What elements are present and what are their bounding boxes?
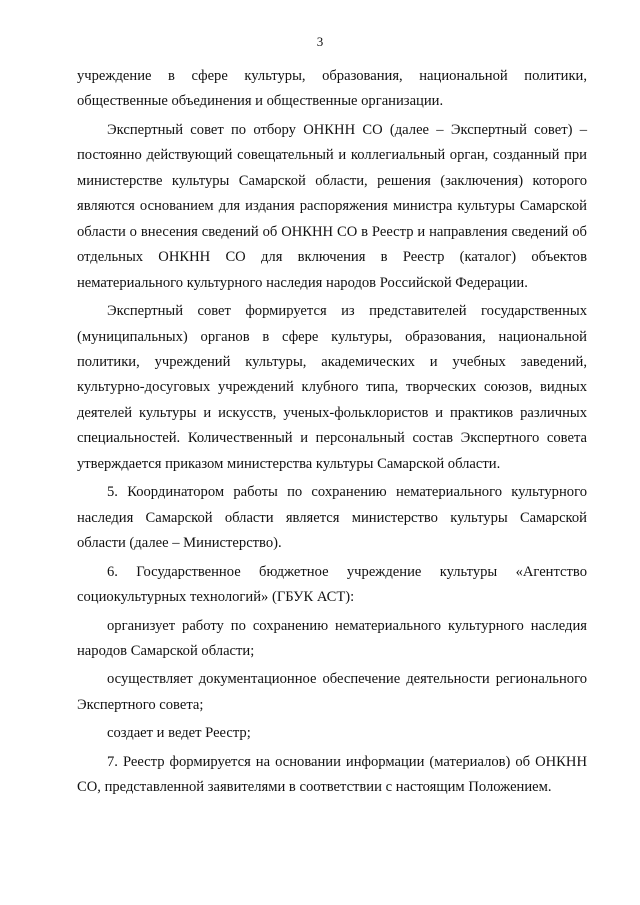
paragraph-expert-council-definition: Экспертный совет по отбору ОНКНН СО (далее – Экспертный совет) – постоянно действующий совещательный и коллегиальный орган, созданный при министерстве культуры Самарской области, решения (заключения) которого являются основанием для издания распоряжения министра культуры Самарской области о внесения сведений об ОНКНН СО в Реестр и направления сведений об отдельных ОНКНН СО для включения в Реестр (каталог) объектов нематериального культурного наследия народов Российской Федерации. — [77, 121, 587, 291]
paragraph-expert-council-composition: Экспертный совет формируется из представителей государственных (муниципальных) органов в сфере культуры, образования, национальной политики, учреждений культуры, академических и учебных заведений, культурно-досуговых учреждений клубного типа, творческих союзов, видных деятелей культуры и искусств, ученых-фольклористов и практиков различных специальностей. Количественный и персональный состав Экспертного совета утверждается приказом министерства культуры Самарской области. — [77, 303, 587, 472]
document-body — [77, 64, 587, 801]
paragraph-item-6-duty-1: организует работу по сохранению нематериального культурного наследия народов Самарской области; — [77, 617, 587, 659]
paragraph-item-6: 6. Государственное бюджетное учреждение культуры «Агентство социокультурных технологий» (ГБУК АСТ): — [77, 563, 587, 606]
paragraph-item-6-duty-2: осуществляет документационное обеспечение деятельности регионального Экспертного совета; — [77, 671, 587, 713]
page-number: 3 — [316, 34, 324, 49]
paragraph-item-5: 5. Координатором работы по сохранению нематериального культурного наследия Самарской области является министерство культуры Самарской области (далее – Министерство). — [77, 484, 587, 552]
paragraph-item-7: 7. Реестр формируется на основании информации (материалов) об ОНКНН СО, представленной заявителями в соответствии с настоящим Положением. — [77, 753, 587, 796]
paragraph-item-6-duty-3: создает и ведет Реестр; — [107, 725, 251, 742]
paragraph-continuation: учреждение в сфере культуры, образования, национальной политики, общественные объединения и общественные организации. — [77, 68, 587, 110]
